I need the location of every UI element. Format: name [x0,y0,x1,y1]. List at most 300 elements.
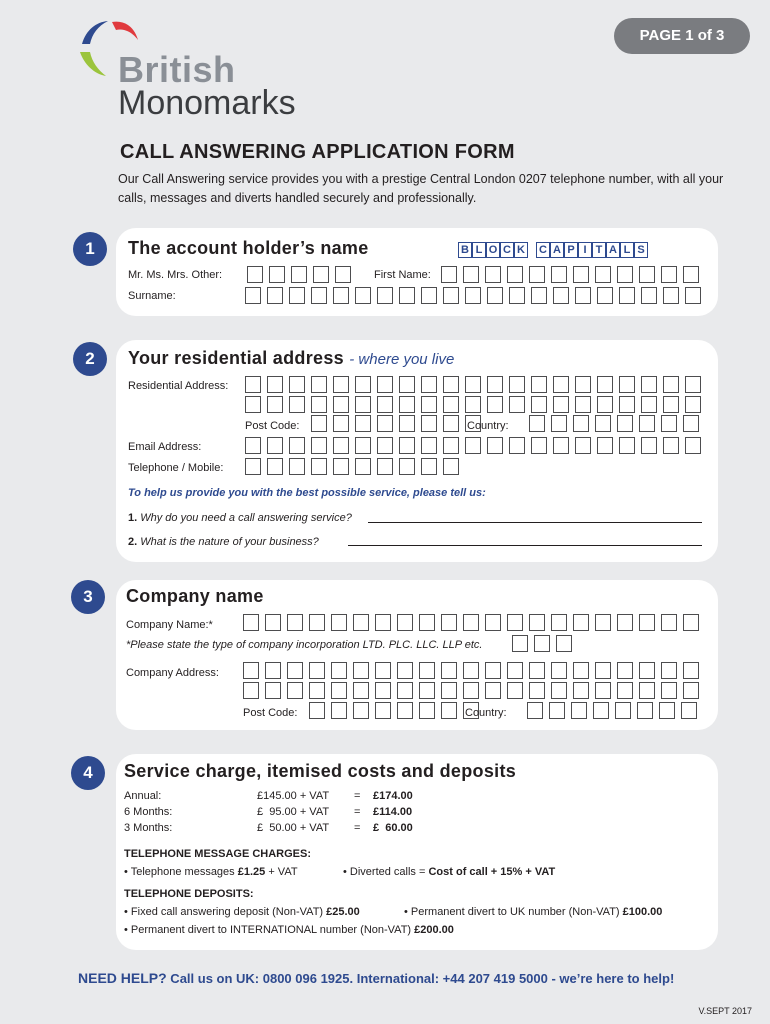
residential-address-label: Residential Address: [128,380,229,392]
char-box[interactable] [575,396,591,413]
char-box[interactable] [421,396,437,413]
char-box[interactable] [509,287,525,304]
char-box[interactable] [663,287,679,304]
char-box[interactable] [553,437,569,454]
char-box[interactable] [309,682,325,699]
char-box[interactable] [485,662,501,679]
char-box[interactable] [421,287,437,304]
char-box[interactable] [289,437,305,454]
char-box[interactable] [683,662,699,679]
char-box[interactable] [529,266,545,283]
char-box[interactable] [641,437,657,454]
char-box[interactable] [377,415,393,432]
question-2-text: What is the nature of your business? [140,536,319,548]
char-box[interactable] [527,702,543,719]
char-box[interactable] [377,437,393,454]
char-box[interactable] [463,662,479,679]
char-box[interactable] [639,682,655,699]
char-box[interactable] [353,662,369,679]
block-caps-letter: K [514,242,528,258]
char-box[interactable] [313,266,329,283]
char-box[interactable] [399,415,415,432]
char-box[interactable] [245,437,261,454]
char-box[interactable] [575,437,591,454]
char-box[interactable] [617,614,633,631]
char-box[interactable] [441,682,457,699]
company-address-line2-input[interactable] [243,682,705,699]
char-box[interactable] [245,396,261,413]
section-title-text: Your residential address [128,348,344,368]
char-box[interactable] [685,437,701,454]
char-box[interactable] [287,662,303,679]
deposit-3-amount: £200.00 [414,924,454,936]
char-box[interactable] [419,702,435,719]
char-box[interactable] [419,682,435,699]
char-box[interactable] [311,458,327,475]
char-box[interactable] [659,702,675,719]
residential-postcode-input[interactable] [311,415,487,432]
char-box[interactable] [553,396,569,413]
block-caps-letter: O [486,242,500,258]
deposit-2-amount: £100.00 [622,906,663,918]
char-box[interactable] [573,662,589,679]
char-box[interactable] [641,376,657,393]
title-input[interactable] [247,266,357,283]
question-1-number: 1. [128,512,138,524]
question-1-answer-line[interactable] [368,522,702,523]
char-box[interactable] [617,682,633,699]
char-box[interactable] [465,376,481,393]
char-box[interactable] [289,376,305,393]
char-box[interactable] [355,396,371,413]
company-address-label: Company Address: [126,667,219,679]
char-box[interactable] [575,376,591,393]
block-caps-letter: A [550,242,564,258]
char-box[interactable] [663,376,679,393]
incorporation-note: *Please state the type of company incorporation LTD. PLC. LLC. LLP etc. [126,639,483,651]
char-box[interactable] [333,415,349,432]
char-box[interactable] [333,458,349,475]
block-caps-letter: S [634,242,648,258]
char-box[interactable] [353,614,369,631]
char-box[interactable] [683,415,699,432]
char-box[interactable] [331,682,347,699]
char-box[interactable] [509,396,525,413]
char-box[interactable] [637,702,653,719]
residential-address-line2-input[interactable] [245,396,707,413]
char-box[interactable] [531,376,547,393]
char-box[interactable] [573,415,589,432]
char-box[interactable] [639,266,655,283]
char-box[interactable] [463,266,479,283]
char-box[interactable] [531,437,547,454]
char-box[interactable] [441,702,457,719]
char-box[interactable] [331,702,347,719]
char-box[interactable] [309,662,325,679]
deposit-1-amount: £25.00 [326,906,360,918]
company-country-input[interactable] [527,702,703,719]
char-box[interactable] [641,396,657,413]
char-box[interactable] [397,682,413,699]
char-box[interactable] [311,287,327,304]
char-box[interactable] [377,287,393,304]
char-box[interactable] [534,635,550,652]
char-box[interactable] [399,287,415,304]
company-postcode-input[interactable] [309,702,485,719]
page-indicator-badge: PAGE 1 of 3 [614,18,750,54]
message-charge-1-suffix: + VAT [265,866,298,878]
char-box[interactable] [549,702,565,719]
char-box[interactable] [397,614,413,631]
brand-name-line2: Monomarks [118,84,296,122]
char-box[interactable] [291,266,307,283]
help-footer [78,970,674,986]
char-box[interactable] [485,614,501,631]
message-charge-2-text: • Diverted calls = [343,866,429,878]
price-amount: £ 50.00 + VAT [257,822,330,834]
price-equals: = [354,806,361,818]
char-box[interactable] [267,437,283,454]
char-box[interactable] [355,437,371,454]
char-box[interactable] [639,415,655,432]
char-box[interactable] [289,458,305,475]
char-box[interactable] [245,376,261,393]
char-box[interactable] [617,266,633,283]
char-box[interactable] [685,396,701,413]
surname-input[interactable] [245,287,707,304]
price-total: £114.00 [373,806,413,818]
char-box[interactable] [661,266,677,283]
question-2-answer-line[interactable] [348,545,702,546]
char-box[interactable] [512,635,528,652]
char-box[interactable] [247,266,263,283]
char-box[interactable] [619,287,635,304]
message-charge-item-2 [343,866,555,878]
char-box[interactable] [509,376,525,393]
char-box[interactable] [661,614,677,631]
deposits-heading: TELEPHONE DEPOSITS: [124,888,254,900]
char-box[interactable] [375,614,391,631]
char-box[interactable] [267,376,283,393]
char-box[interactable] [375,702,391,719]
price-equals: = [354,822,361,834]
char-box[interactable] [683,614,699,631]
char-box[interactable] [333,437,349,454]
char-box[interactable] [419,614,435,631]
company-name-label: Company Name:* [126,619,213,631]
char-box[interactable] [509,437,525,454]
char-box[interactable] [551,266,567,283]
char-box[interactable] [595,266,611,283]
char-box[interactable] [465,396,481,413]
char-box[interactable] [619,396,635,413]
block-caps-letter: I [578,242,592,258]
char-box[interactable] [681,702,697,719]
char-box[interactable] [685,376,701,393]
char-box[interactable] [333,376,349,393]
section-title-account-holder: The account holder’s name [128,238,369,258]
telephone-input[interactable] [245,458,465,475]
char-box[interactable] [485,266,501,283]
deposit-item-3 [124,924,454,936]
char-box[interactable] [597,287,613,304]
char-box[interactable] [441,266,457,283]
section-number-1: 1 [73,232,107,266]
char-box[interactable] [375,682,391,699]
char-box[interactable] [355,376,371,393]
char-box[interactable] [553,287,569,304]
char-box[interactable] [377,376,393,393]
char-box[interactable] [331,662,347,679]
char-box[interactable] [309,702,325,719]
char-box[interactable] [487,376,503,393]
char-box[interactable] [397,662,413,679]
char-box[interactable] [617,662,633,679]
char-box[interactable] [245,458,261,475]
question-1 [128,512,352,524]
char-box[interactable] [597,437,613,454]
price-period-label: 3 Months: [124,822,173,834]
char-box[interactable] [265,614,281,631]
char-box[interactable] [531,396,547,413]
form-intro: Our Call Answering service provides you with a prestige Central London 0207 telephone number, with all your calls, messages and diverts handled securely and professionally. [118,172,724,205]
message-charge-1-text: • Telephone messages [124,866,238,878]
char-box[interactable] [639,662,655,679]
char-box[interactable] [573,614,589,631]
char-box[interactable] [663,396,679,413]
char-box[interactable] [441,614,457,631]
message-charge-item-1 [124,866,298,878]
char-box[interactable] [529,682,545,699]
char-box[interactable] [443,396,459,413]
char-box[interactable] [421,458,437,475]
incorporation-type-input[interactable] [512,635,578,652]
char-box[interactable] [265,682,281,699]
first-name-input[interactable] [441,266,705,283]
section-title-residential-address [128,348,454,369]
section-number-4: 4 [71,756,105,790]
residential-country-label: Country: [467,420,509,432]
char-box[interactable] [597,376,613,393]
question-1-text: Why do you need a call answering service? [140,512,352,524]
char-box[interactable] [661,415,677,432]
message-charge-2-amount: Cost of call + 15% + VAT [428,866,556,878]
char-box[interactable] [595,614,611,631]
char-box[interactable] [556,635,572,652]
form-version: V.SEPT 2017 [698,1006,752,1016]
section-subtitle: - where you live [349,351,455,368]
char-box[interactable] [333,287,349,304]
char-box[interactable] [595,415,611,432]
char-box[interactable] [443,376,459,393]
message-charge-1-amount: £1.25 [237,866,266,878]
char-box[interactable] [619,437,635,454]
char-box[interactable] [243,614,259,631]
char-box[interactable] [641,287,657,304]
char-box[interactable] [243,682,259,699]
char-box[interactable] [529,415,545,432]
char-box[interactable] [529,662,545,679]
char-box[interactable] [487,287,503,304]
price-amount: £ 95.00 + VAT [257,806,330,818]
char-box[interactable] [685,287,701,304]
char-box[interactable] [661,682,677,699]
char-box[interactable] [243,662,259,679]
char-box[interactable] [375,662,391,679]
char-box[interactable] [399,396,415,413]
company-address-line1-input[interactable] [243,662,705,679]
block-caps-letter: A [606,242,620,258]
char-box[interactable] [289,396,305,413]
message-charges-heading: TELEPHONE MESSAGE CHARGES: [124,848,312,860]
char-box[interactable] [421,415,437,432]
char-box[interactable] [377,396,393,413]
char-box[interactable] [443,437,459,454]
section-title-company-name: Company name [126,586,264,606]
email-input[interactable] [245,437,707,454]
price-amount: £145.00 + VAT [257,790,330,802]
section-title-service-charges: Service charge, itemised costs and deposits [124,761,517,781]
char-box[interactable] [333,396,349,413]
char-box[interactable] [661,662,677,679]
char-box[interactable] [617,415,633,432]
char-box[interactable] [571,702,587,719]
block-caps-letter: T [592,242,606,258]
char-box[interactable] [553,376,569,393]
char-box[interactable] [397,702,413,719]
block-caps-letter: L [620,242,634,258]
char-box[interactable] [487,396,503,413]
char-box[interactable] [507,682,523,699]
char-box[interactable] [507,662,523,679]
char-box[interactable] [267,287,283,304]
brand-name-line1: British [118,49,236,90]
char-box[interactable] [309,614,325,631]
price-period-label: 6 Months: [124,806,173,818]
char-box[interactable] [399,437,415,454]
char-box[interactable] [311,376,327,393]
company-country-label: Country: [465,707,507,719]
section-number-3: 3 [71,580,105,614]
block-capitals-hint [458,242,648,258]
char-box[interactable] [443,458,459,475]
company-postcode-label: Post Code: [243,707,298,719]
deposit-3-text: • Permanent divert to INTERNATIONAL number (Non-VAT) [124,924,415,936]
char-box[interactable] [683,682,699,699]
char-box[interactable] [615,702,631,719]
char-box[interactable] [265,662,281,679]
price-total: £174.00 [373,790,413,802]
char-box[interactable] [267,396,283,413]
char-box[interactable] [465,437,481,454]
block-caps-letter: B [458,242,472,258]
char-box[interactable] [465,287,481,304]
deposit-2-text: • Permanent divert to UK number (Non-VAT) [404,906,623,918]
char-box[interactable] [399,458,415,475]
char-box[interactable] [355,458,371,475]
char-box[interactable] [287,614,303,631]
char-box[interactable] [421,376,437,393]
char-box[interactable] [551,682,567,699]
block-caps-letter: C [500,242,514,258]
residential-address-line1-input[interactable] [245,376,707,393]
char-box[interactable] [485,682,501,699]
char-box[interactable] [245,287,261,304]
char-box[interactable] [619,376,635,393]
char-box[interactable] [353,702,369,719]
char-box[interactable] [463,614,479,631]
char-box[interactable] [311,415,327,432]
need-help-label: NEED HELP? [78,970,167,986]
char-box[interactable] [463,682,479,699]
char-box[interactable] [289,287,305,304]
question-2-number: 2. [128,536,138,548]
char-box[interactable] [595,682,611,699]
char-box[interactable] [353,682,369,699]
price-period-label: Annual: [124,790,162,802]
first-name-label: First Name: [374,269,431,281]
residential-country-input[interactable] [529,415,705,432]
char-box[interactable] [595,662,611,679]
price-equals: = [354,790,361,802]
residential-postcode-label: Post Code: [245,420,300,432]
char-box[interactable] [419,662,435,679]
company-name-input[interactable] [243,614,705,631]
char-box[interactable] [551,614,567,631]
char-box[interactable] [573,266,589,283]
char-box[interactable] [399,376,415,393]
char-box[interactable] [575,287,591,304]
form-title: CALL ANSWERING APPLICATION FORM [120,141,515,163]
surname-label: Surname: [128,290,176,302]
char-box[interactable] [443,415,459,432]
char-box[interactable] [551,415,567,432]
price-total: £ 60.00 [373,822,413,834]
char-box[interactable] [311,396,327,413]
deposit-1-text: • Fixed call answering deposit (Non-VAT) [124,906,327,918]
char-box[interactable] [683,266,699,283]
char-box[interactable] [269,266,285,283]
char-box[interactable] [597,396,613,413]
char-box[interactable] [421,437,437,454]
section-number-2: 2 [73,342,107,376]
char-box[interactable] [593,702,609,719]
char-box[interactable] [287,682,303,699]
char-box[interactable] [441,662,457,679]
char-box[interactable] [639,614,655,631]
char-box[interactable] [487,437,503,454]
deposit-item-2 [404,906,662,918]
char-box[interactable] [551,662,567,679]
service-help-prompt: To help us provide you with the best possible service, please tell us: [128,487,486,499]
char-box[interactable] [355,287,371,304]
char-box[interactable] [377,458,393,475]
char-box[interactable] [663,437,679,454]
char-box[interactable] [311,437,327,454]
block-caps-letter [528,242,536,258]
telephone-label: Telephone / Mobile: [128,462,224,474]
char-box[interactable] [529,614,545,631]
char-box[interactable] [335,266,351,283]
char-box[interactable] [507,266,523,283]
char-box[interactable] [355,415,371,432]
char-box[interactable] [443,287,459,304]
char-box[interactable] [267,458,283,475]
char-box[interactable] [331,614,347,631]
char-box[interactable] [531,287,547,304]
char-box[interactable] [573,682,589,699]
char-box[interactable] [507,614,523,631]
